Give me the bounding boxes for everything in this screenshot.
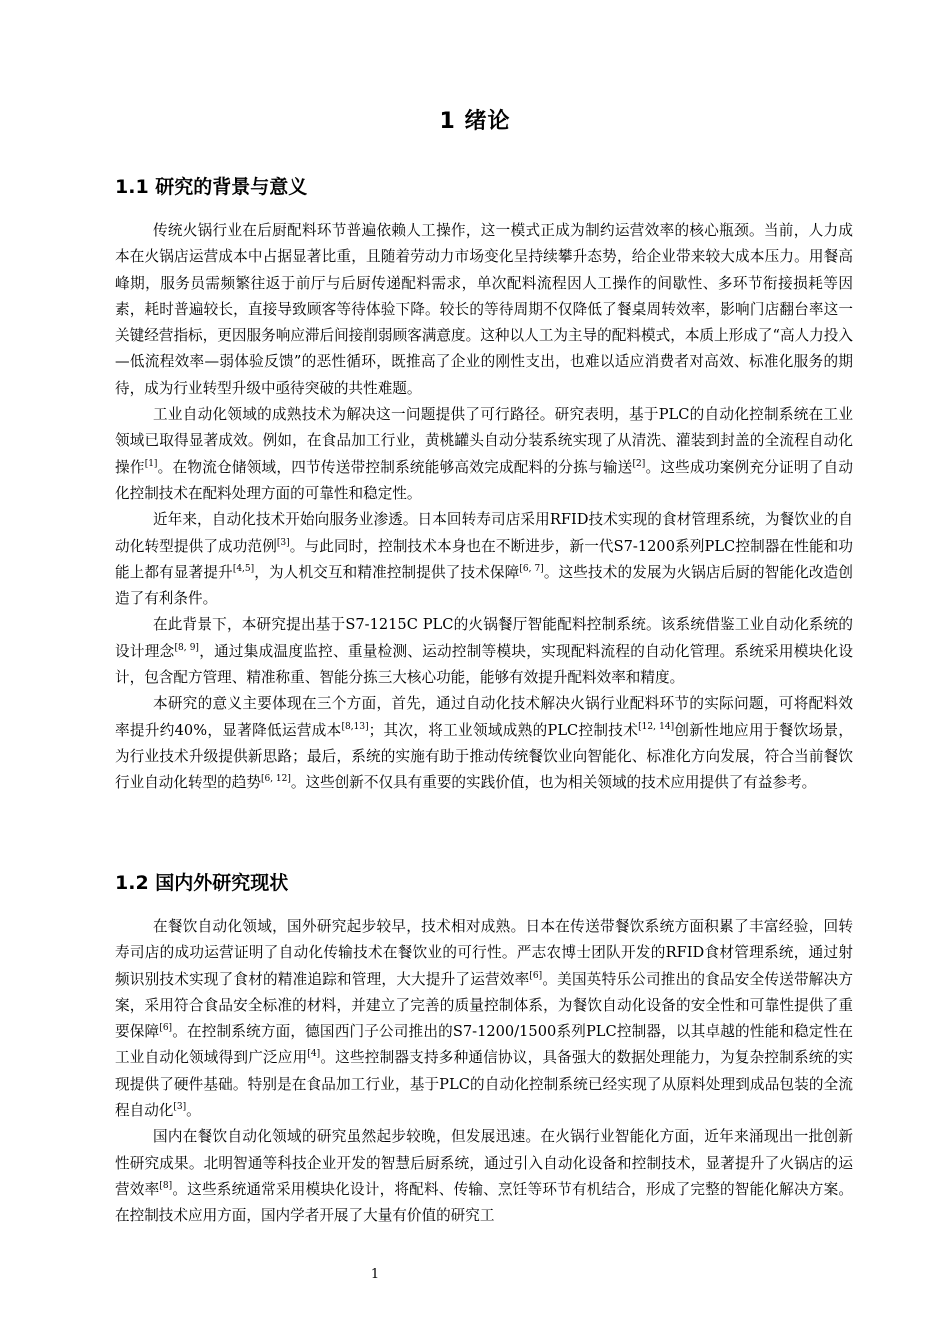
citation-superscript: [8,13] (341, 721, 369, 732)
text-run: 。这些技术的发展为火锅店后厨的智能化改造创造了有利条件。 (115, 563, 853, 608)
paragraph (115, 507, 853, 612)
text-run: 创新性地应用于餐饮场景，为行业技术升级提供新思路；最后，系统的实施有助于推动传统餐饮业向智能化、标准化方向发展，符合当前餐饮行业自动化转型的趋势 (115, 721, 853, 792)
citation-superscript: [2] (632, 458, 646, 469)
text-run: ；其次，将工业领域成熟的PLC控制技术 (368, 721, 639, 739)
citation-superscript: [4,5] (232, 563, 255, 574)
text-run: 工业自动化领域的成熟技术为解决这一问题提供了可行路径。研究表明，基于PLC的自动化控制系统在工业领域已取得显著成效。例如，在食品加工行业，黄桃罐头自动分装系统实现了从清洗、灌装到封盖的全流程自动化操作 (115, 406, 853, 476)
citation-superscript: [1] (144, 458, 158, 469)
paragraph (115, 612, 853, 691)
citation-superscript: [8, 9] (174, 642, 199, 653)
citation-superscript: [3] (276, 537, 290, 548)
text-run: 国内在餐饮自动化领域的研究虽然起步较晚，但发展迅速。在火锅行业智能化方面，近年来涌现出一批创新性研究成果。北明智通等科技企业开发的智慧后厨系统，通过引入自动化设备和控制技术，显著提升了火锅店的运营效率 (115, 1128, 853, 1198)
text-run: 本研究的意义主要体现在三个方面，首先，通过自动化技术解决火锅行业配料环节的实际问题，可将配料效率提升约40%，显著降低运营成本 (115, 695, 853, 739)
section-1-2-body (115, 914, 853, 1230)
text-run: 。在物流仓储领域，四节传送带控制系统能够高效完成配料的分拣与输送 (157, 458, 633, 476)
text-run: 。美国英特乐公司推出的食品安全传送带解决方案，采用符合食品安全标准的材料，并建立了完善的质量控制体系，为餐饮自动化设备的安全性和可靠性提供了重要保障 (115, 970, 853, 1041)
text-run: 。这些控制器支持多种通信协议，具备强大的数据处理能力，为复杂控制系统的实现提供了硬件基础。特别是在食品加工行业，基于PLC的自动化控制系统已经实现了从原料处理到成品包装的全流程自动化 (115, 1049, 853, 1120)
citation-superscript: [6, 7] (519, 563, 544, 574)
text-run: 。这些成功案例充分证明了自动化控制技术在配料处理方面的可靠性和稳定性。 (115, 458, 853, 502)
citation-superscript: [6, 12] (260, 774, 291, 785)
text-run: 。这些系统通常采用模块化设计，将配料、传输、烹饪等环节有机结合，形成了完整的智能化解决方案。在控制技术应用方面，国内学者开展了大量有价值的研究工 (115, 1180, 853, 1225)
citation-superscript: [6] (529, 970, 543, 981)
paragraph (115, 218, 853, 402)
text-run: 。在控制系统方面，德国西门子公司推出的S7-1200/1500系列PLC控制器，以其卓越的性能和稳定性在工业自动化领域得到广泛应用 (115, 1023, 853, 1067)
text-run: 近年来，自动化技术开始向服务业渗透。日本回转寿司店采用RFID技术实现的食材管理系统，为餐饮业的自动化转型提供了成功范例 (115, 511, 853, 555)
paragraph (115, 1124, 853, 1229)
citation-superscript: [6] (159, 1023, 173, 1034)
chapter-title: 1 绪论 (439, 109, 511, 134)
text-run: 。 (186, 1102, 201, 1120)
citation-superscript: [12, 14] (638, 721, 675, 732)
citation-superscript: [3] (173, 1102, 187, 1113)
section-heading-1-2: 1.2 国内外研究现状 (115, 872, 289, 894)
text-run: 在餐饮自动化领域，国外研究起步较早，技术相对成熟。日本在传送带餐饮系统方面积累了丰富经验，回转寿司店的成功运营证明了自动化传输技术在餐饮业的可行性。严志农博士团队开发的RFID食材管理系统，通过射频识别技术实现了食材的精准追踪和管理，大大提升了运营效率 (115, 918, 853, 988)
paragraph (115, 402, 853, 507)
page-number: 1 (370, 1267, 380, 1282)
text-run: 。与此同时，控制技术本身也在不断进步，新一代S7-1200系列PLC控制器在性能和功能上都有显著提升 (115, 537, 853, 581)
text-run: 在此背景下，本研究提出基于S7-1215C PLC的火锅餐厅智能配料控制系统。该系统借鉴工业自动化系统的设计理念 (115, 616, 853, 660)
paragraph (115, 691, 853, 796)
paragraph (115, 914, 853, 1124)
section-heading-1-1: 1.1 研究的背景与意义 (115, 176, 308, 198)
citation-superscript: [4] (307, 1049, 321, 1060)
text-run: 传统火锅行业在后厨配料环节普遍依赖人工操作，这一模式正成为制约运营效率的核心瓶颈。当前，人力成本在火锅店运营成本中占据显著比重，且随着劳动力市场变化呈持续攀升态势，给企业带来较大成本压力。用餐高峰期，服务员需频繁往返于前厅与后厨传递配料需求，单次配料流程因人工操作的间歇性、多环节衔接损耗等因素，耗时普遍较长，直接导致顾客等待体验下降。较长的等待周期不仅降低了餐桌周转效率，影响门店翻台率这一关键经营指标，更因服务响应滞后间接削弱顾客满意度。这种以人工为主导的配料模式，本质上形成了“高人力投入—低流程效率—弱体验反馈”的恶性循环，既推高了企业的刚性支出，也难以适应消费者对高效、标准化服务的期待，成为行业转型升级中亟待突破的共性难题。 (115, 222, 853, 397)
text-run: ，为人机交互和精准控制提供了技术保障 (254, 563, 520, 581)
citation-superscript: [8] (159, 1180, 173, 1191)
text-run: ，通过集成温度监控、重量检测、运动控制等模块，实现配料流程的自动化管理。系统采用模块化设计，包含配方管理、精准称重、智能分拣三大核心功能，能够有效提升配料效率和精度。 (115, 642, 853, 687)
text-run: 。这些创新不仅具有重要的实践价值，也为相关领域的技术应用提供了有益参考。 (290, 774, 817, 792)
section-1-1-body (115, 218, 853, 797)
